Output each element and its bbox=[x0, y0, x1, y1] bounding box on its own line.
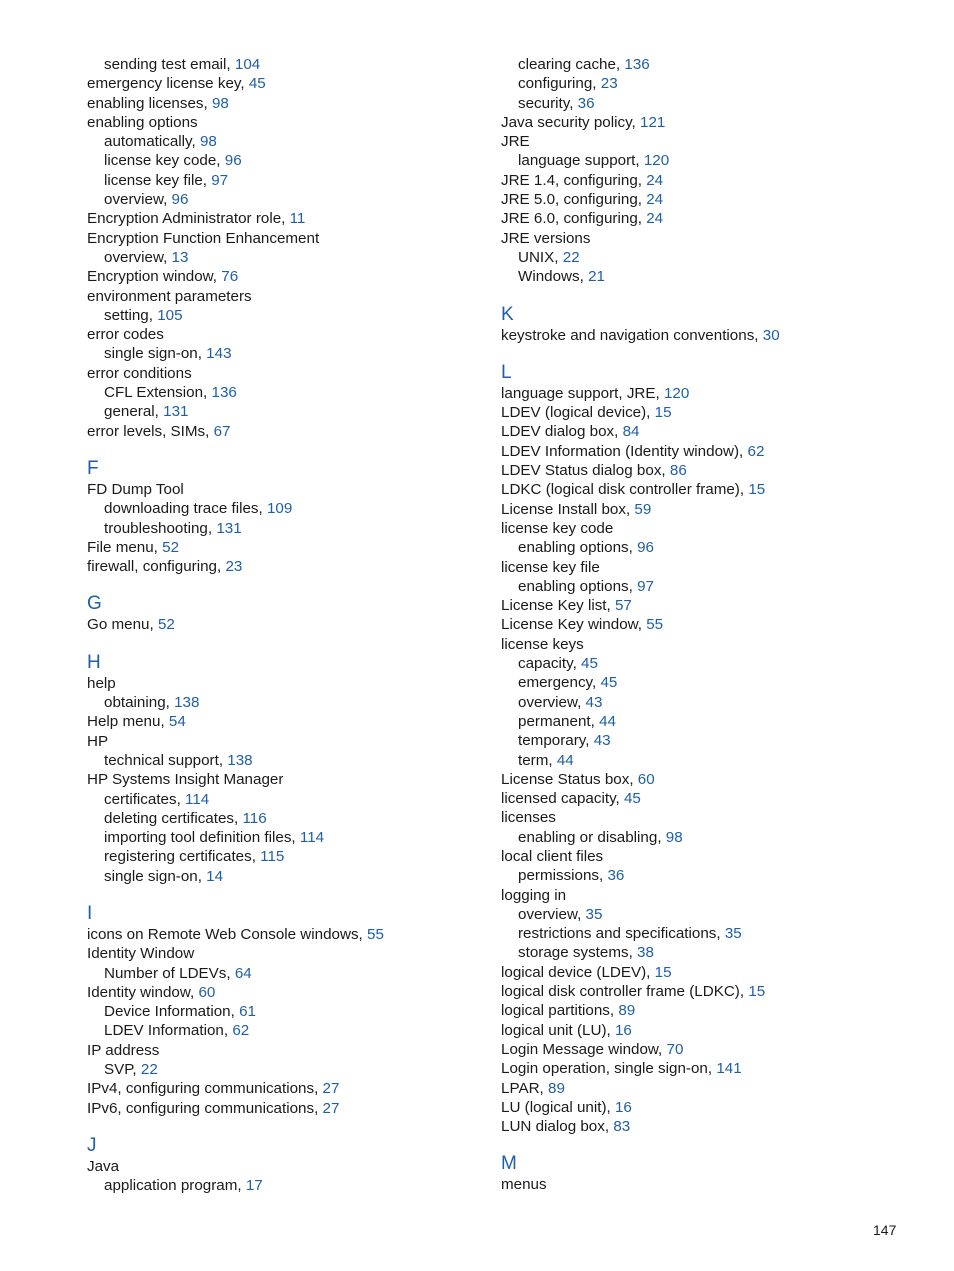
index-term: error codes bbox=[87, 326, 164, 344]
index-subentry bbox=[87, 1176, 507, 1195]
index-subentry bbox=[501, 905, 921, 924]
index-entry bbox=[501, 808, 921, 827]
index-page-link[interactable]: 62 bbox=[747, 442, 765, 460]
index-term: overview, bbox=[104, 191, 168, 209]
index-term: enabling licenses, bbox=[87, 94, 208, 112]
index-subentry bbox=[87, 383, 507, 402]
index-entry bbox=[501, 461, 921, 480]
index-term: downloading trace files, bbox=[104, 500, 263, 518]
index-term: deleting certificates, bbox=[104, 809, 239, 827]
index-page-link[interactable]: 70 bbox=[666, 1040, 684, 1058]
index-term: setting, bbox=[104, 306, 153, 324]
index-term: SVP, bbox=[104, 1061, 137, 1079]
index-entry bbox=[87, 287, 507, 306]
index-page-link[interactable]: 44 bbox=[556, 751, 574, 769]
index-entry bbox=[501, 480, 921, 499]
index-term: obtaining, bbox=[104, 694, 170, 712]
index-subentry bbox=[501, 654, 921, 673]
index-term: enabling or disabling, bbox=[518, 828, 662, 846]
index-page-link[interactable]: 83 bbox=[613, 1118, 631, 1136]
index-subentry bbox=[87, 751, 507, 770]
index-term: Java security policy, bbox=[501, 113, 636, 131]
index-term: local client files bbox=[501, 847, 604, 865]
index-page-link[interactable]: 84 bbox=[622, 423, 640, 441]
index-page-link[interactable]: 141 bbox=[716, 1060, 742, 1078]
index-entry bbox=[501, 403, 921, 422]
index-term: term, bbox=[518, 751, 553, 769]
index-term: general, bbox=[104, 403, 159, 421]
index-page-link[interactable]: 14 bbox=[206, 867, 224, 885]
index-page-link[interactable]: 138 bbox=[174, 694, 200, 712]
index-letter-heading: K bbox=[501, 303, 514, 325]
index-term: overview, bbox=[518, 693, 582, 711]
index-page-link[interactable]: 64 bbox=[234, 964, 252, 982]
index-page-link[interactable]: 45 bbox=[600, 674, 618, 692]
index-entry bbox=[501, 615, 921, 634]
index-term: language support, JRE, bbox=[501, 384, 660, 402]
index-term: license key file bbox=[501, 558, 600, 576]
index-term: environment parameters bbox=[87, 287, 252, 305]
index-entry bbox=[501, 596, 921, 615]
index-letter-heading: H bbox=[87, 651, 101, 673]
index-term: LUN dialog box, bbox=[501, 1118, 610, 1136]
index-term: overview, bbox=[104, 248, 168, 266]
index-subentry bbox=[501, 94, 921, 113]
index-page-link[interactable]: 30 bbox=[762, 326, 780, 344]
index-term: LDEV dialog box, bbox=[501, 423, 619, 441]
index-letter-heading: J bbox=[87, 1134, 97, 1156]
index-subentry bbox=[87, 693, 507, 712]
index-term: Identity Window bbox=[87, 945, 195, 963]
index-page-link[interactable]: 55 bbox=[367, 925, 384, 943]
index-page-link[interactable]: 115 bbox=[260, 848, 285, 866]
index-entry bbox=[87, 615, 507, 634]
index-entry bbox=[87, 983, 507, 1002]
index-entry bbox=[87, 925, 507, 944]
index-entry bbox=[501, 519, 921, 538]
index-page-link[interactable]: 98 bbox=[665, 828, 683, 846]
index-entry bbox=[87, 325, 507, 344]
index-term: Encryption window, bbox=[87, 268, 218, 286]
index-page-link[interactable]: 35 bbox=[585, 905, 603, 923]
index-term: emergency, bbox=[518, 674, 597, 692]
index-page-link[interactable]: 43 bbox=[593, 732, 611, 750]
index-subentry bbox=[501, 828, 921, 847]
index-entry bbox=[87, 1079, 507, 1098]
index-term: LU (logical unit), bbox=[501, 1098, 611, 1116]
index-entry bbox=[87, 1157, 507, 1176]
index-term: license key file, bbox=[104, 171, 207, 189]
index-term: License Key list, bbox=[501, 597, 611, 615]
index-term: Help menu, bbox=[87, 713, 165, 731]
index-entry bbox=[501, 1079, 921, 1098]
index-term: IPv4, configuring communications, bbox=[87, 1080, 319, 1098]
index-page-link[interactable]: 45 bbox=[581, 655, 598, 673]
index-term: logical device (LDEV), bbox=[501, 963, 651, 981]
index-page-link[interactable]: 38 bbox=[637, 944, 654, 962]
index-term: File menu, bbox=[87, 538, 158, 556]
index-term: logical partitions, bbox=[501, 1002, 615, 1020]
index-letter-heading: M bbox=[501, 1153, 517, 1175]
index-term: permissions, bbox=[518, 867, 604, 885]
index-letter-heading: L bbox=[501, 361, 512, 383]
index-page-link[interactable]: 143 bbox=[206, 345, 232, 363]
index-page-link[interactable]: 15 bbox=[748, 481, 766, 499]
index-page-link[interactable]: 24 bbox=[646, 171, 664, 189]
index-term: enabling options, bbox=[518, 539, 633, 557]
index-page-link[interactable]: 55 bbox=[646, 616, 664, 634]
index-term: importing tool definition files, bbox=[104, 829, 296, 847]
index-term: menus bbox=[501, 1176, 547, 1194]
index-page-link[interactable]: 23 bbox=[225, 558, 243, 576]
index-page-link[interactable]: 120 bbox=[663, 384, 690, 402]
index-subentry bbox=[87, 190, 507, 209]
index-page-link[interactable]: 44 bbox=[599, 712, 616, 730]
index-term: IP address bbox=[87, 1041, 160, 1059]
index-page-link[interactable]: 97 bbox=[211, 171, 229, 189]
index-page-link[interactable]: 13 bbox=[171, 248, 189, 266]
index-term: LDEV Information (Identity window), bbox=[501, 442, 744, 460]
index-subentry bbox=[501, 673, 921, 692]
index-term: License Key window, bbox=[501, 616, 642, 634]
index-page-link[interactable]: 105 bbox=[157, 306, 183, 324]
index-entry bbox=[87, 480, 507, 499]
index-term: License Status box, bbox=[501, 770, 634, 788]
index-term: HP Systems Insight Manager bbox=[87, 771, 284, 789]
index-subentry bbox=[501, 866, 921, 885]
index-term: FD Dump Tool bbox=[87, 480, 184, 498]
index-term: LDKC (logical disk controller frame), bbox=[501, 481, 745, 499]
index-term: icons on Remote Web Console windows, bbox=[87, 925, 363, 943]
index-page-link[interactable]: 104 bbox=[234, 56, 261, 73]
index-term: UNIX, bbox=[518, 248, 559, 266]
index-page-link[interactable]: 22 bbox=[140, 1061, 158, 1079]
index-term: licensed capacity, bbox=[501, 790, 620, 808]
index-entry bbox=[501, 171, 921, 190]
index-term: security, bbox=[518, 94, 574, 112]
index-term: CFL Extension, bbox=[104, 384, 208, 402]
index-subentry bbox=[501, 751, 921, 770]
index-page-link[interactable]: 15 bbox=[654, 404, 672, 422]
index-page-link[interactable]: 62 bbox=[232, 1022, 250, 1040]
index-entry bbox=[501, 113, 921, 132]
index-entry bbox=[87, 209, 507, 228]
index-page-link[interactable]: 21 bbox=[588, 268, 605, 286]
index-page-link[interactable]: 89 bbox=[548, 1079, 565, 1097]
index-entry bbox=[501, 770, 921, 789]
index-entry bbox=[501, 847, 921, 866]
index-term: Login operation, single sign-on, bbox=[501, 1060, 713, 1078]
index-subentry bbox=[87, 867, 507, 886]
index-entry bbox=[87, 538, 507, 557]
index-term: overview, bbox=[518, 905, 582, 923]
index-entry bbox=[87, 229, 507, 248]
index-term: registering certificates, bbox=[104, 848, 256, 866]
index-term: single sign-on, bbox=[104, 345, 202, 363]
index-term: error conditions bbox=[87, 364, 192, 382]
index-entry bbox=[501, 209, 921, 228]
index-page-link[interactable]: 16 bbox=[614, 1098, 632, 1116]
index-entry bbox=[501, 442, 921, 461]
index-term: capacity, bbox=[518, 655, 577, 673]
index-page-link[interactable]: 16 bbox=[614, 1021, 632, 1039]
index-entry bbox=[87, 113, 507, 132]
index-page-link[interactable]: 98 bbox=[199, 133, 217, 151]
index-page-link[interactable]: 120 bbox=[643, 152, 670, 170]
index-page-link[interactable]: 131 bbox=[163, 403, 189, 421]
index-subentry bbox=[87, 790, 507, 809]
index-subentry bbox=[501, 538, 921, 557]
index-term: JRE 5.0, configuring, bbox=[501, 191, 642, 209]
index-subentry bbox=[87, 132, 507, 151]
index-page-link[interactable]: 96 bbox=[637, 539, 654, 557]
index-entry bbox=[87, 1099, 507, 1118]
index-term: restrictions and specifications, bbox=[518, 925, 721, 943]
index-term: Encryption Administrator role, bbox=[87, 210, 286, 228]
index-term: configuring, bbox=[518, 75, 597, 93]
index-letter-heading: G bbox=[87, 593, 102, 615]
index-entry bbox=[87, 712, 507, 731]
index-entry bbox=[501, 132, 921, 151]
index-page-link[interactable]: 89 bbox=[618, 1002, 636, 1020]
index-term: licenses bbox=[501, 809, 556, 827]
index-page-link[interactable]: 96 bbox=[171, 191, 189, 209]
index-page-link[interactable]: 121 bbox=[640, 113, 666, 131]
index-subentry bbox=[501, 731, 921, 750]
index-term: troubleshooting, bbox=[104, 519, 213, 537]
index-term: help bbox=[87, 674, 116, 692]
index-term: temporary, bbox=[518, 732, 590, 750]
index-page-link[interactable]: 27 bbox=[322, 1080, 340, 1098]
index-page-link[interactable]: 11 bbox=[289, 210, 306, 228]
index-entry bbox=[87, 422, 507, 441]
index-page-link[interactable]: 98 bbox=[211, 94, 229, 112]
index-page-link[interactable]: 136 bbox=[624, 56, 650, 73]
index-subentry bbox=[501, 55, 921, 74]
index-subentry bbox=[87, 1060, 507, 1079]
index-term: Identity window, bbox=[87, 983, 195, 1001]
index-subentry bbox=[501, 74, 921, 93]
index-page-link[interactable]: 54 bbox=[168, 713, 186, 731]
index-entry bbox=[501, 982, 921, 1001]
index-term: JRE bbox=[501, 133, 530, 151]
index-page-link[interactable]: 114 bbox=[299, 829, 325, 847]
index-page-link[interactable]: 22 bbox=[562, 248, 580, 266]
index-page-link[interactable]: 116 bbox=[242, 809, 267, 827]
index-entry bbox=[501, 326, 921, 345]
index-page-link[interactable]: 52 bbox=[162, 538, 180, 556]
index-page-link[interactable]: 45 bbox=[623, 790, 641, 808]
index-subentry bbox=[501, 151, 921, 170]
index-term: permanent, bbox=[518, 712, 595, 730]
index-term: Login Message window, bbox=[501, 1040, 663, 1058]
index-term: Number of LDEVs, bbox=[104, 964, 231, 982]
index-entry bbox=[87, 770, 507, 789]
index-subentry bbox=[501, 943, 921, 962]
index-term: clearing cache, bbox=[518, 56, 621, 73]
index-subentry bbox=[87, 248, 507, 267]
index-subentry bbox=[87, 964, 507, 983]
index-term: LDEV (logical device), bbox=[501, 404, 651, 422]
index-page-link[interactable]: 86 bbox=[669, 462, 687, 480]
index-page-link[interactable]: 97 bbox=[637, 577, 654, 595]
index-entry bbox=[87, 1041, 507, 1060]
index-term: storage systems, bbox=[518, 944, 633, 962]
index-entry bbox=[87, 267, 507, 286]
index-page-link[interactable]: 35 bbox=[724, 925, 742, 943]
index-page-link[interactable]: 36 bbox=[577, 94, 595, 112]
index-subentry bbox=[501, 248, 921, 267]
index-entry bbox=[501, 1098, 921, 1117]
index-page-link[interactable]: 27 bbox=[322, 1099, 340, 1117]
index-entry bbox=[501, 1175, 921, 1194]
index-page-link[interactable]: 60 bbox=[198, 983, 216, 1001]
index-subentry bbox=[87, 828, 507, 847]
index-term: Windows, bbox=[518, 268, 584, 286]
index-term: Device Information, bbox=[104, 1003, 235, 1021]
index-term: license key code bbox=[501, 519, 614, 537]
index-entry bbox=[501, 886, 921, 905]
index-page-link[interactable]: 131 bbox=[216, 519, 242, 537]
index-term: emergency license key, bbox=[87, 75, 245, 93]
index-entry bbox=[87, 94, 507, 113]
index-subentry bbox=[87, 151, 507, 170]
index-term: license key code, bbox=[104, 152, 221, 170]
index-term: License Install box, bbox=[501, 500, 631, 518]
index-subentry bbox=[501, 267, 921, 286]
index-page-link[interactable]: 59 bbox=[634, 500, 652, 518]
index-entry bbox=[87, 74, 507, 93]
index-subentry bbox=[87, 171, 507, 190]
index-term: certificates, bbox=[104, 790, 181, 808]
index-entry bbox=[87, 364, 507, 383]
index-term: logging in bbox=[501, 886, 567, 904]
index-subentry bbox=[87, 306, 507, 325]
index-entry bbox=[87, 557, 507, 576]
index-term: Go menu, bbox=[87, 616, 154, 634]
index-subentry bbox=[87, 55, 507, 74]
index-subentry bbox=[87, 519, 507, 538]
index-term: LPAR, bbox=[501, 1079, 544, 1097]
index-subentry bbox=[87, 402, 507, 421]
index-letter-heading: F bbox=[87, 457, 99, 479]
index-page-link[interactable]: 45 bbox=[248, 75, 266, 93]
index-term: LDEV Status dialog box, bbox=[501, 462, 666, 480]
index-term: HP bbox=[87, 732, 109, 750]
index-subentry bbox=[501, 577, 921, 596]
index-term: application program, bbox=[104, 1177, 242, 1195]
index-page-link[interactable]: 43 bbox=[585, 693, 603, 711]
index-entry bbox=[501, 1059, 921, 1078]
index-term: logical disk controller frame (LDKC), bbox=[501, 983, 745, 1001]
index-term: technical support, bbox=[104, 751, 224, 769]
index-term: enabling options, bbox=[518, 577, 633, 595]
index-column-left bbox=[87, 55, 507, 1196]
index-page-link[interactable]: 138 bbox=[227, 751, 253, 769]
index-page-link[interactable]: 15 bbox=[654, 963, 672, 981]
index-letter-heading: I bbox=[87, 902, 93, 924]
index-term: LDEV Information, bbox=[104, 1022, 229, 1040]
index-entry bbox=[501, 190, 921, 209]
index-term: error levels, SIMs, bbox=[87, 422, 210, 440]
index-page-link[interactable]: 24 bbox=[646, 210, 664, 228]
index-term: keystroke and navigation conventions, bbox=[501, 326, 759, 344]
index-term: logical unit (LU), bbox=[501, 1021, 611, 1039]
index-term: JRE 6.0, configuring, bbox=[501, 210, 642, 228]
index-subentry bbox=[501, 924, 921, 943]
index-entry bbox=[87, 674, 507, 693]
index-term: Java bbox=[87, 1157, 120, 1175]
index-term: JRE 1.4, configuring, bbox=[501, 171, 642, 189]
index-page-link[interactable]: 15 bbox=[748, 983, 766, 1001]
index-term: IPv6, configuring communications, bbox=[87, 1099, 319, 1117]
index-entry bbox=[87, 944, 507, 963]
index-page-link[interactable]: 67 bbox=[213, 422, 231, 440]
index-page-link[interactable]: 109 bbox=[266, 500, 293, 518]
index-page-link[interactable]: 57 bbox=[614, 597, 632, 615]
index-page-link[interactable]: 23 bbox=[600, 75, 618, 93]
index-page-link[interactable]: 52 bbox=[157, 616, 175, 634]
index-entry bbox=[501, 1001, 921, 1020]
index-term: enabling options bbox=[87, 113, 198, 131]
index-page-link[interactable]: 61 bbox=[239, 1003, 256, 1021]
index-page-link[interactable]: 24 bbox=[646, 191, 664, 209]
index-entry bbox=[501, 635, 921, 654]
index-page-link[interactable]: 60 bbox=[637, 770, 655, 788]
index-subentry bbox=[87, 1021, 507, 1040]
index-entry bbox=[501, 229, 921, 248]
index-term: single sign-on, bbox=[104, 867, 202, 885]
index-term: license keys bbox=[501, 635, 584, 653]
page-number: 147 bbox=[873, 1222, 897, 1238]
index-term: sending test email, bbox=[104, 56, 231, 73]
index-subentry bbox=[87, 344, 507, 363]
index-term: Encryption Function Enhancement bbox=[87, 229, 320, 247]
index-subentry bbox=[87, 847, 507, 866]
index-column-right bbox=[501, 55, 921, 1195]
index-subentry bbox=[87, 499, 507, 518]
index-entry bbox=[501, 1040, 921, 1059]
index-entry bbox=[501, 963, 921, 982]
index-entry bbox=[501, 789, 921, 808]
index-subentry bbox=[87, 1002, 507, 1021]
index-page-link[interactable]: 36 bbox=[607, 867, 625, 885]
index-term: JRE versions bbox=[501, 229, 591, 247]
index-page-link[interactable]: 96 bbox=[224, 152, 242, 170]
index-entry bbox=[501, 1021, 921, 1040]
index-entry bbox=[501, 422, 921, 441]
index-entry bbox=[87, 732, 507, 751]
index-page-link[interactable]: 136 bbox=[211, 384, 237, 402]
index-entry bbox=[501, 1117, 921, 1136]
index-subentry bbox=[87, 809, 507, 828]
index-entry bbox=[501, 500, 921, 519]
index-page-link[interactable]: 76 bbox=[221, 268, 239, 286]
index-subentry bbox=[501, 693, 921, 712]
index-term: automatically, bbox=[104, 133, 196, 151]
index-entry bbox=[501, 558, 921, 577]
index-term: language support, bbox=[518, 152, 640, 170]
index-page-link[interactable]: 114 bbox=[185, 790, 210, 808]
index-entry bbox=[501, 384, 921, 403]
index-term: firewall, configuring, bbox=[87, 558, 222, 576]
index-page-link[interactable]: 17 bbox=[245, 1177, 263, 1195]
index-subentry bbox=[501, 712, 921, 731]
